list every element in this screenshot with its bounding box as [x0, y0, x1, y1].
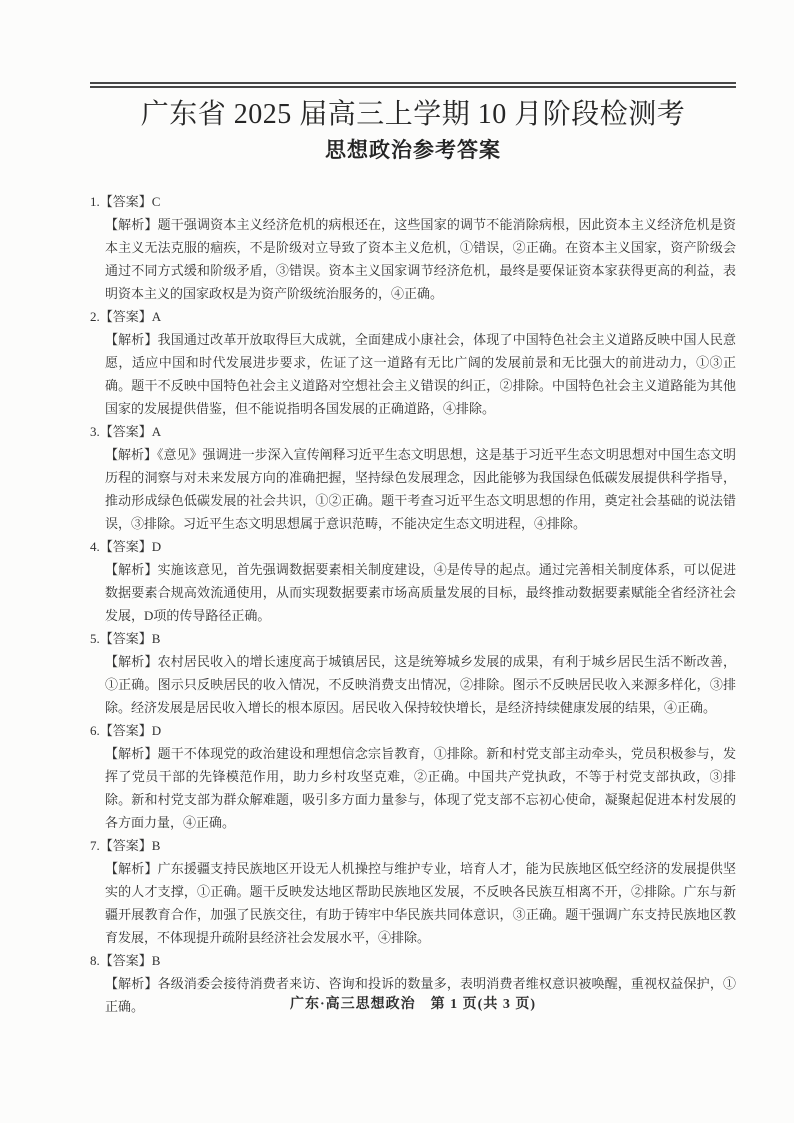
- question-number: 7.: [90, 838, 100, 853]
- question-number: 4.: [90, 539, 100, 554]
- explanation-label: 【解析】: [105, 332, 158, 347]
- answer-label: 【答案】: [99, 194, 152, 209]
- explanation-label: 【解析】: [105, 654, 158, 669]
- explanation-text: 广东援疆支持民族地区开设无人机操控与维护专业，培育人才，能为民族地区低空经济的发展提供坚实的人才支撑，①正确。题干反映发达地区帮助民族地区发展，不反映各民族互相离不开，②排除。广东与新疆开展教育合作，加强了民族交往，有助于铸牢中华民族共同体意识，③正确。题干强调广东支持民族地区教育发展，不体现提升疏附县经济社会发展水平，④排除。: [105, 861, 736, 945]
- answer-label: 【答案】: [99, 953, 152, 968]
- answer-line: [90, 190, 736, 213]
- answer-label: 【答案】: [99, 838, 152, 853]
- explanation-label: 【解析】: [105, 562, 158, 577]
- answers-list: [90, 190, 736, 1018]
- explanation-paragraph: [105, 558, 736, 627]
- answer-letter: B: [151, 838, 161, 853]
- question-number: 2.: [90, 309, 100, 324]
- answer-line: [90, 719, 736, 742]
- answer-label: 【答案】: [99, 424, 152, 439]
- question-number: 5.: [90, 631, 100, 646]
- explanation-text: 我国通过改革开放取得巨大成就，全面建成小康社会，体现了中国特色社会主义道路反映中国人民意愿，适应中国和时代发展进步要求，佐证了这一道路有无比广阔的发展前景和无比强大的前进动力，①③正确。题干不反映中国特色社会主义道路对空想社会主义错误的纠正，②排除。中国特色社会主义道路能为其他国家的发展提供借鉴，但不能说指明各国发展的正确道路，④排除。: [105, 332, 736, 416]
- explanation-paragraph: [105, 742, 736, 834]
- answer-line: [90, 834, 736, 857]
- question-number: 8.: [90, 953, 100, 968]
- answer-letter: B: [151, 631, 161, 646]
- answer-label: 【答案】: [99, 309, 152, 324]
- explanation-paragraph: [105, 650, 736, 719]
- answer-block: [90, 627, 736, 719]
- explanation-label: 【解析】: [105, 217, 158, 232]
- answer-line: [90, 420, 736, 443]
- explanation-paragraph: [105, 857, 736, 949]
- answer-block: [90, 420, 736, 535]
- page-footer: 广东·高三思想政治 第 1 页(共 3 页): [290, 997, 536, 1012]
- question-number: 1.: [90, 194, 100, 209]
- answer-label: 【答案】: [99, 539, 152, 554]
- double-rule-divider: [90, 82, 736, 88]
- answer-line: [90, 305, 736, 328]
- explanation-label: 【解析】: [105, 861, 158, 876]
- explanation-paragraph: [105, 328, 736, 420]
- explanation-label: 【解析】: [105, 746, 158, 761]
- explanation-text: 实施该意见，首先强调数据要素相关制度建设，④是传导的起点。通过完善相关制度体系，可以促进数据要素合规高效流通使用，从而实现数据要素市场高质量发展的目标，最终推动数据要素赋能全省经济社会发展，D项的传导路径正确。: [105, 562, 736, 623]
- question-number: 6.: [90, 723, 100, 738]
- answer-letter: B: [151, 953, 161, 968]
- answer-block: [90, 719, 736, 834]
- explanation-text: 农村居民收入的增长速度高于城镇居民，这是统筹城乡发展的成果，有利于城乡居民生活不断改善，①正确。图示只反映居民的收入情况，不反映消费支出情况，②排除。图示不反映居民收入来源多样化，③排除。经济发展是居民收入增长的根本原因。居民收入保持较快增长，是经济持续健康发展的结果，④正确。: [105, 654, 736, 715]
- question-number: 3.: [90, 424, 100, 439]
- answer-block: [90, 834, 736, 949]
- answer-block: [90, 535, 736, 627]
- page-title: 广东省 2025 届高三上学期 10 月阶段检测考: [140, 99, 686, 130]
- explanation-paragraph: [105, 443, 736, 535]
- page-content: [90, 82, 736, 1018]
- answer-block: [90, 190, 736, 305]
- explanation-text: 题干不体现党的政治建设和理想信念宗旨教育，①排除。新和村党支部主动牵头，党员积极参与，发挥了党员干部的先锋模范作用，助力乡村攻坚克难，②正确。中国共产党执政，不等于村党支部执政，③排除。新和村党支部为群众解难题，吸引多方面力量参与，体现了党支部不忘初心使命，凝聚起促进本村发展的各方面力量，④正确。: [105, 746, 736, 830]
- answer-line: [90, 627, 736, 650]
- answer-letter: D: [151, 723, 162, 738]
- answer-label: 【答案】: [99, 631, 152, 646]
- page-subtitle: 思想政治参考答案: [325, 139, 501, 162]
- answer-label: 【答案】: [99, 723, 152, 738]
- explanation-text: 《意见》强调进一步深入宣传阐释习近平生态文明思想，这是基于习近平生态文明思想对中国生态文明历程的洞察与对未来发展方向的准确把握，坚持绿色发展理念，因此能够为我国绿色低碳发展提供科学指导，推动形成绿色低碳发展的社会共识，①②正确。题干考查习近平生态文明思想的作用，奠定社会基础的说法错误，③排除。习近平生态文明思想属于意识范畴，不能决定生态文明进程，④排除。: [105, 447, 736, 531]
- answer-letter: C: [151, 194, 161, 209]
- answer-block: [90, 305, 736, 420]
- answer-line: [90, 535, 736, 558]
- explanation-text: 各级消委会接待消费者来访、咨询和投诉的数量多，表明消费者维权意识被唤醒，重视权益保护，①正确。: [105, 976, 736, 1014]
- explanation-label: 【解析】: [105, 976, 158, 991]
- answer-letter: A: [151, 309, 162, 324]
- explanation-text: 题干强调资本主义经济危机的病根还在，这些国家的调节不能消除病根，因此资本主义经济危机是资本主义无法克服的痼疾，不是阶级对立导致了资本主义危机，①错误，②正确。在资本主义国家，资产阶级会通过不同方式缓和阶级矛盾，③错误。资本主义国家调节经济危机，最终是要保证资本家获得更高的利益，表明资本主义的国家政权是为资产阶级统治服务的，④正确。: [105, 217, 736, 301]
- explanation-paragraph: [105, 213, 736, 305]
- answer-letter: A: [151, 424, 162, 439]
- answer-line: [90, 949, 736, 972]
- answer-letter: D: [151, 539, 162, 554]
- explanation-label: 【解析】: [105, 447, 158, 462]
